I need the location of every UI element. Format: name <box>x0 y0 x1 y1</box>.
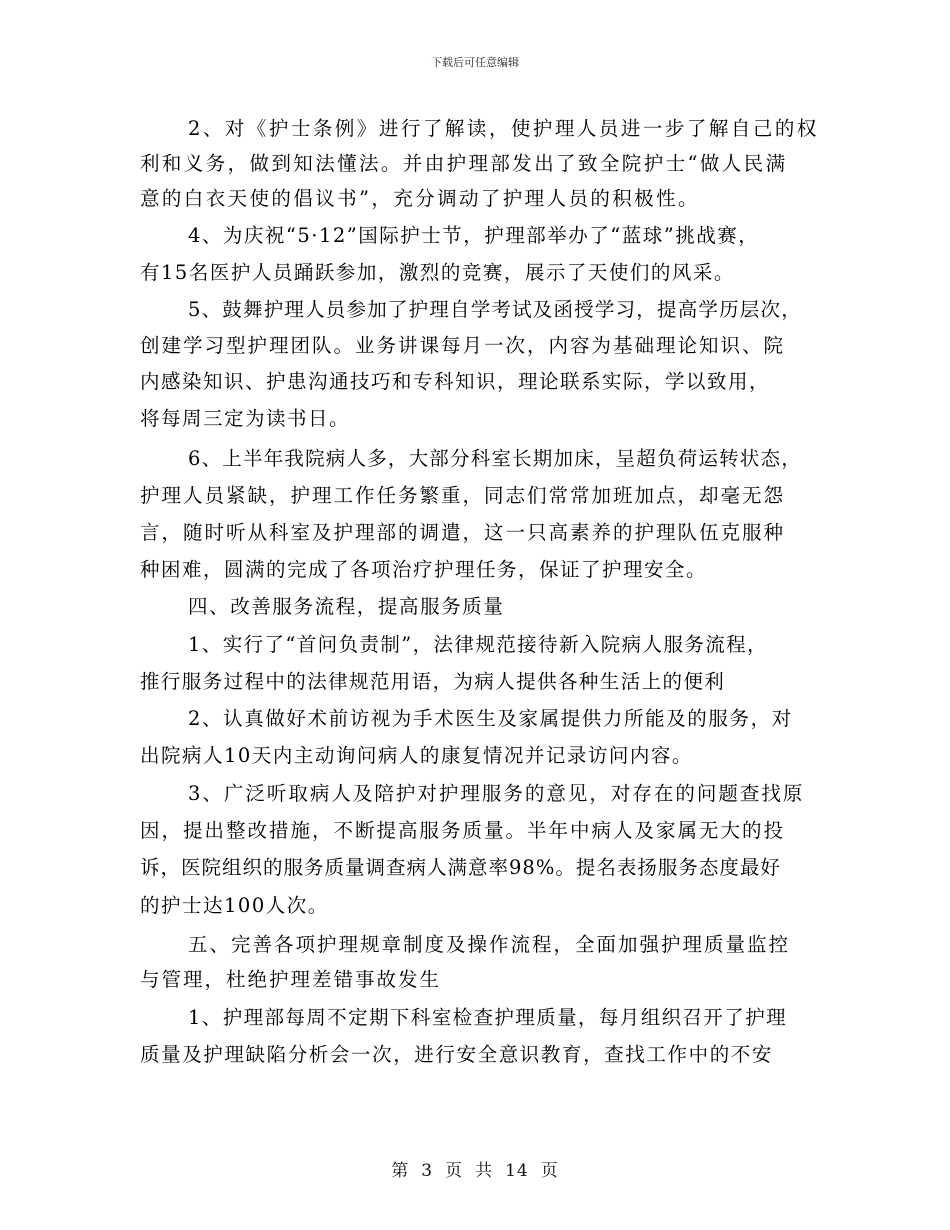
text-line: 2、认真做好术前访视为手术医生及家属提供力所能及的服务，对 <box>188 707 793 730</box>
text-line: 5、鼓舞护理人员参加了护理自学考试及函授学习，提高学历层次， <box>188 298 802 321</box>
page-word: 页 <box>445 1161 464 1181</box>
page-label: 第 <box>391 1161 410 1181</box>
page-header: 下载后可任意编辑 <box>431 56 519 69</box>
text-line: 将每周三定为读书日。 <box>140 407 351 430</box>
page-number: 3 <box>421 1161 434 1181</box>
section-heading: 与管理，杜绝护理差错事故发生 <box>140 968 442 991</box>
total-pages: 14 <box>505 1161 529 1181</box>
text-line: 种困难，圆满的完成了各项治疗护理任务，保证了护理安全。 <box>140 558 708 581</box>
text-line: 推行服务过程中的法律规范用语，为病人提供各种生活上的便利 <box>140 670 726 693</box>
text-line: 利和义务，做到知法懂法。并由护理部发出了致全院护士“做人民满 <box>140 152 788 175</box>
text-line: 言，随时听从科室及护理部的调遣，这一只高素养的护理队伍克服种 <box>140 521 786 544</box>
total-label: 共 <box>475 1161 494 1181</box>
text-line: 1、护理部每周不定期下科室检查护理质量，每月组织召开了护理 <box>188 1006 788 1029</box>
text-line: 质量及护理缺陷分析会一次，进行安全意识教育，查找工作中的不安 <box>140 1043 774 1066</box>
text-line: 1、实行了“首问负责制”，法律规范接待新入院病人服务流程， <box>188 633 768 656</box>
page-footer <box>0 1156 950 1181</box>
text-line: 6、上半年我院病人多，大部分科室长期加床，呈超负荷运转状态， <box>188 447 802 470</box>
text-line: 出院病人10天内主动询问病人的康复情况并记录访问内容。 <box>140 744 693 767</box>
section-heading: 四、改善服务流程，提高服务质量 <box>188 595 505 618</box>
text-line: 4、为庆祝“5·12”国际护士节，护理部举办了“蓝球”挑战赛， <box>188 224 760 247</box>
text-line: 2、对《护士条例》进行了解读，使护理人员进一步了解自己的权 <box>188 117 819 140</box>
text-line: 意的白衣天使的倡议书”，充分调动了护理人员的积极性。 <box>140 187 700 210</box>
total-word: 页 <box>540 1161 559 1181</box>
text-line: 内感染知识、护患沟通技巧和专科知识，理论联系实际，学以致用， <box>140 370 771 393</box>
text-line: 的护士达100人次。 <box>140 894 329 917</box>
text-line: 创建学习型护理团队。业务讲课每月一次，内容为基础理论知识、院 <box>140 334 786 357</box>
text-line: 诉，医院组织的服务质量调查病人满意率98%。提名表扬服务态度最好 <box>140 856 781 879</box>
text-line: 因，提出整改措施，不断提高服务质量。半年中病人及家属无大的投 <box>140 819 786 842</box>
section-heading: 五、完善各项护理规章制度及操作流程，全面加强护理质量监控 <box>188 933 791 956</box>
text-line: 护理人员紧缺，护理工作任务繁重，同志们常常加班加点，却毫无怨 <box>140 484 786 507</box>
text-line: 3、广泛听取病人及陪护对护理服务的意见，对存在的问题查找原 <box>188 782 805 805</box>
text-line: 有15名医护人员踊跃参加，激烈的竞赛，展示了天使们的风采。 <box>140 261 735 284</box>
